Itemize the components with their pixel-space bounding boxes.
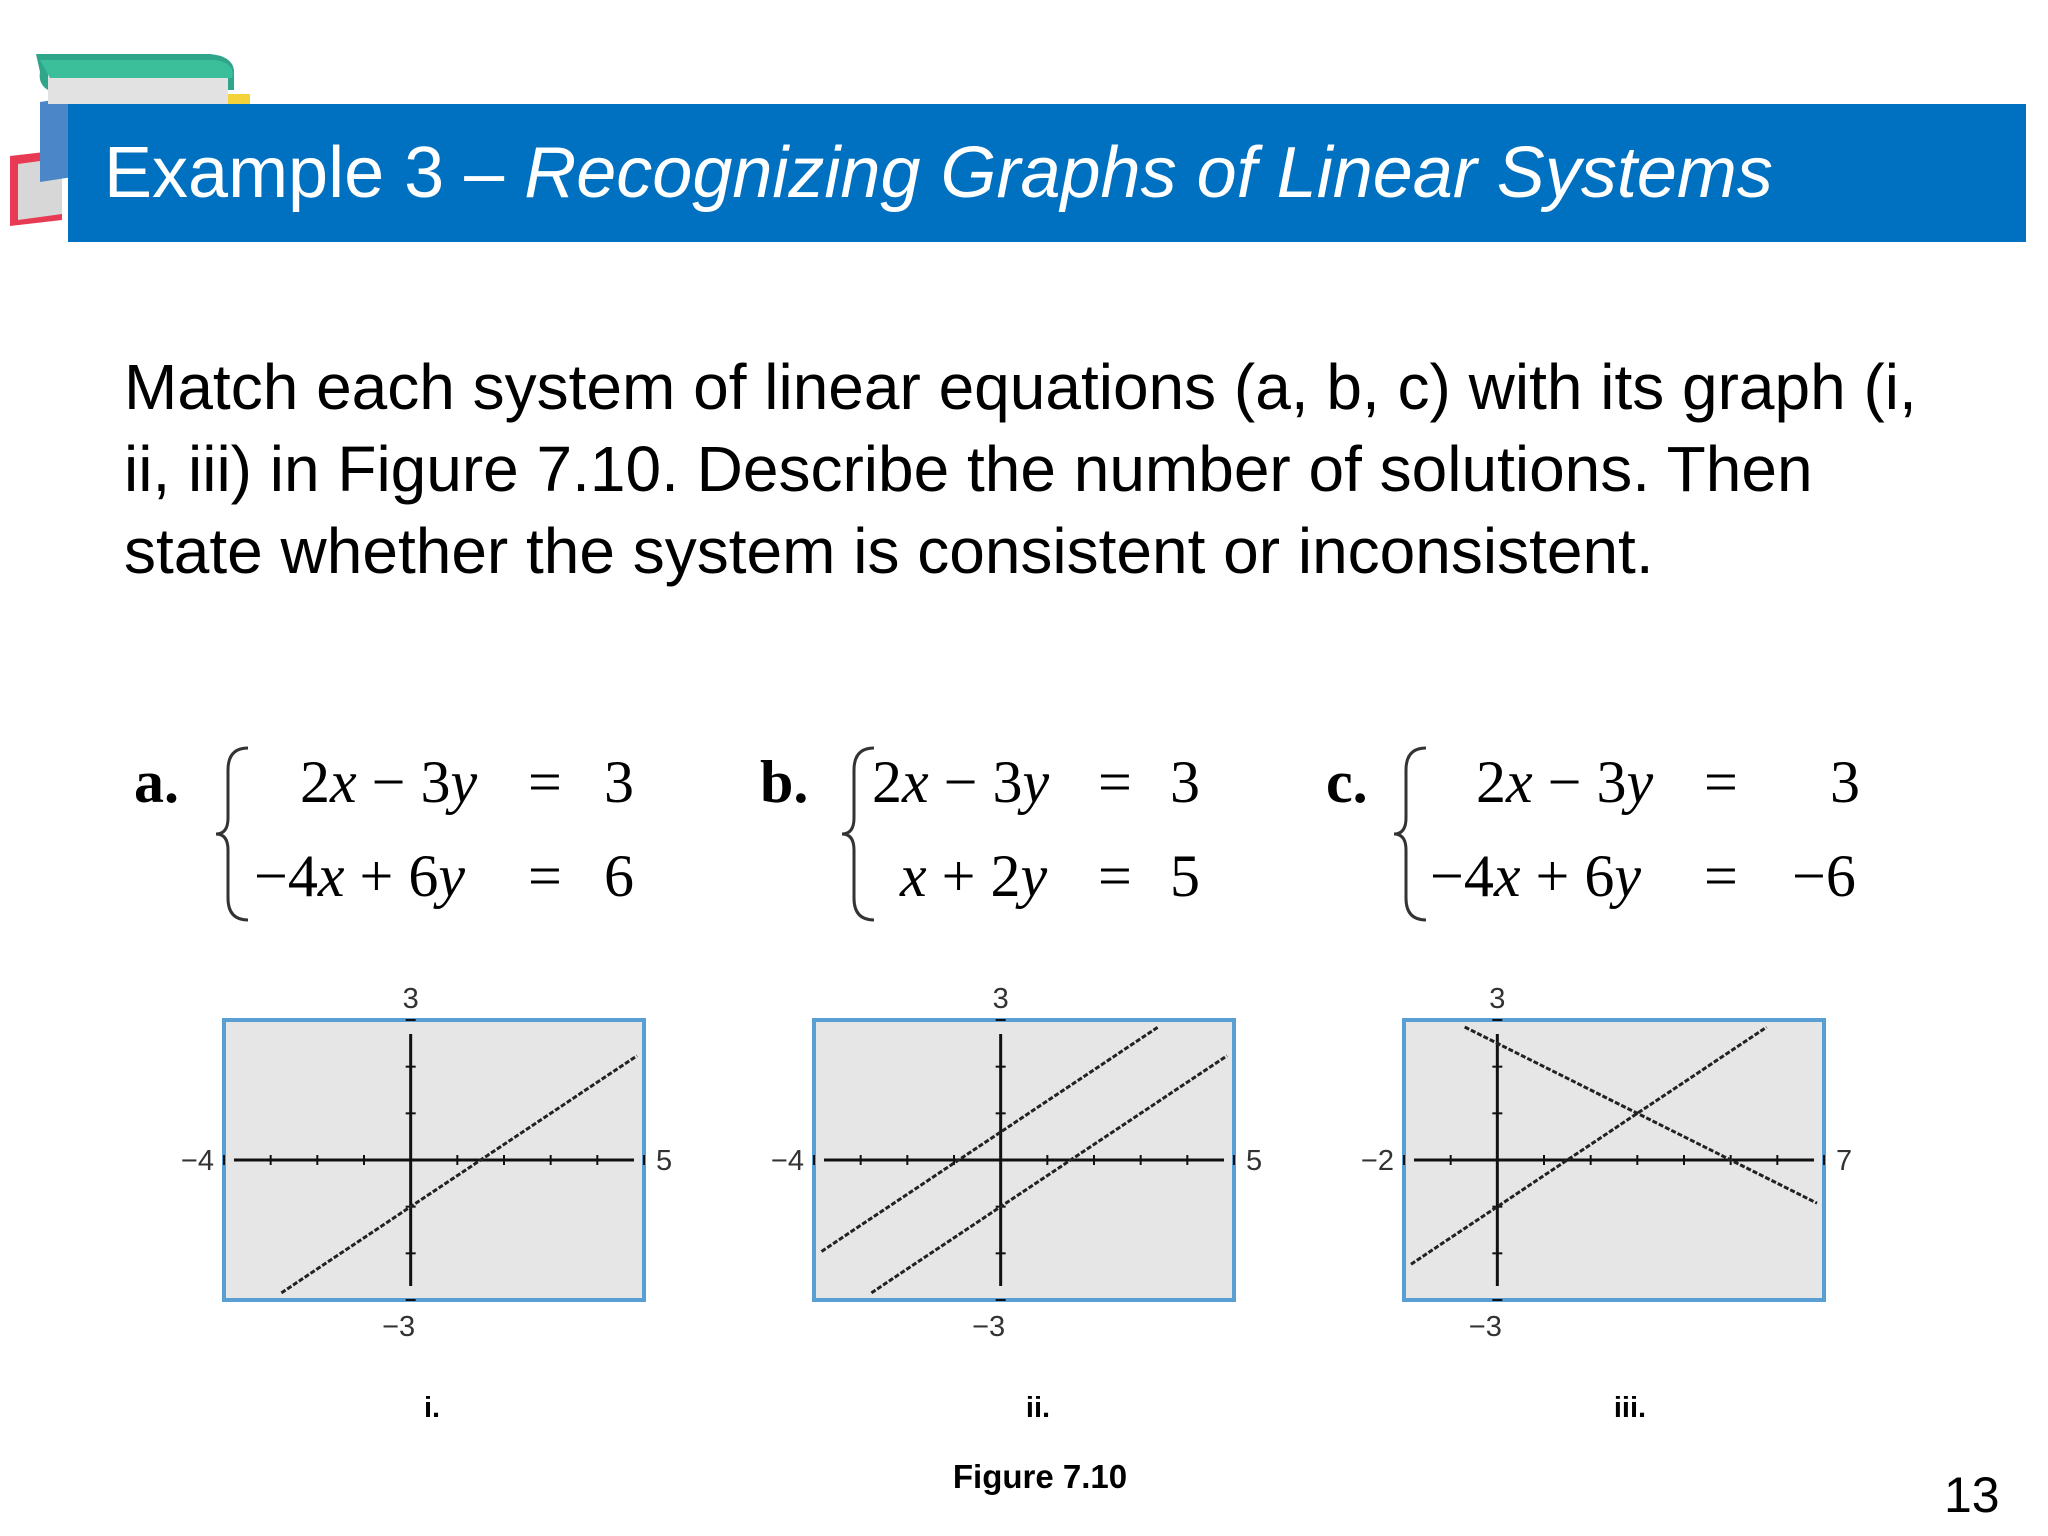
system-a xyxy=(134,730,654,930)
equation-2-eq: = xyxy=(528,843,562,909)
equation-1-eq: = xyxy=(528,749,562,815)
graph-label-ii: ii. xyxy=(1025,1392,1051,1424)
system-label: b. xyxy=(760,749,809,815)
left-brace-icon xyxy=(1392,744,1432,924)
slide-title xyxy=(104,132,1773,214)
x-max-label: 5 xyxy=(1246,1145,1263,1177)
graph-label-i: i. xyxy=(423,1392,441,1424)
equation-2-left: x + 2y xyxy=(900,843,1048,909)
equation-2-right: −6 xyxy=(1792,843,1856,909)
left-brace-icon xyxy=(214,744,254,924)
graph-iii xyxy=(1344,980,1864,1360)
y-max-label: 3 xyxy=(992,983,1009,1015)
graph-label-iii: iii. xyxy=(1613,1392,1647,1424)
title-main: Example 3 – xyxy=(104,133,525,213)
x-min-label: −4 xyxy=(180,1145,214,1177)
title-bar xyxy=(68,104,2026,242)
equation-2-left: −4x + 6y xyxy=(254,843,465,909)
x-max-label: 5 xyxy=(656,1145,673,1177)
equation-2-eq: = xyxy=(1098,843,1132,909)
equation-2-right: 5 xyxy=(1170,843,1200,909)
x-max-label: 7 xyxy=(1836,1145,1853,1177)
x-min-label: −2 xyxy=(1360,1145,1394,1177)
equation-2-left: −4x + 6y xyxy=(1430,843,1641,909)
equation-1-right: 3 xyxy=(1830,749,1860,815)
y-max-label: 3 xyxy=(402,983,419,1015)
system-label: a. xyxy=(134,749,179,815)
equation-1-left: 2x − 3y xyxy=(872,749,1050,815)
system-label: c. xyxy=(1326,749,1368,815)
equation-2-right: 6 xyxy=(604,843,634,909)
page-number: 13 xyxy=(1944,1467,2000,1523)
graph-ii xyxy=(754,980,1274,1360)
system-b xyxy=(760,730,1220,930)
equation-1-eq: = xyxy=(1704,749,1738,815)
y-min-label: −3 xyxy=(382,1311,416,1343)
problem-statement: Match each system of linear equations (a, b, c) with its graph (i, ii, iii) in Figure 7.10. Describe the number of solutions. Then state whether the system is consistent or inconsistent. xyxy=(124,351,1917,587)
equation-1-right: 3 xyxy=(604,749,634,815)
equation-1-right: 3 xyxy=(1170,749,1200,815)
equation-1-left: 2x − 3y xyxy=(1476,749,1654,815)
graph-i xyxy=(164,980,684,1360)
y-min-label: −3 xyxy=(972,1311,1006,1343)
figure-caption: Figure 7.10 xyxy=(952,1458,1128,1495)
equation-1-eq: = xyxy=(1098,749,1132,815)
title-subtitle: Recognizing Graphs of Linear Systems xyxy=(524,133,1773,213)
equation-1-left: 2x − 3y xyxy=(300,749,478,815)
y-min-label: −3 xyxy=(1468,1311,1502,1343)
y-max-label: 3 xyxy=(1489,983,1506,1015)
system-c xyxy=(1326,730,1886,930)
x-min-label: −4 xyxy=(770,1145,804,1177)
equation-2-eq: = xyxy=(1704,843,1738,909)
